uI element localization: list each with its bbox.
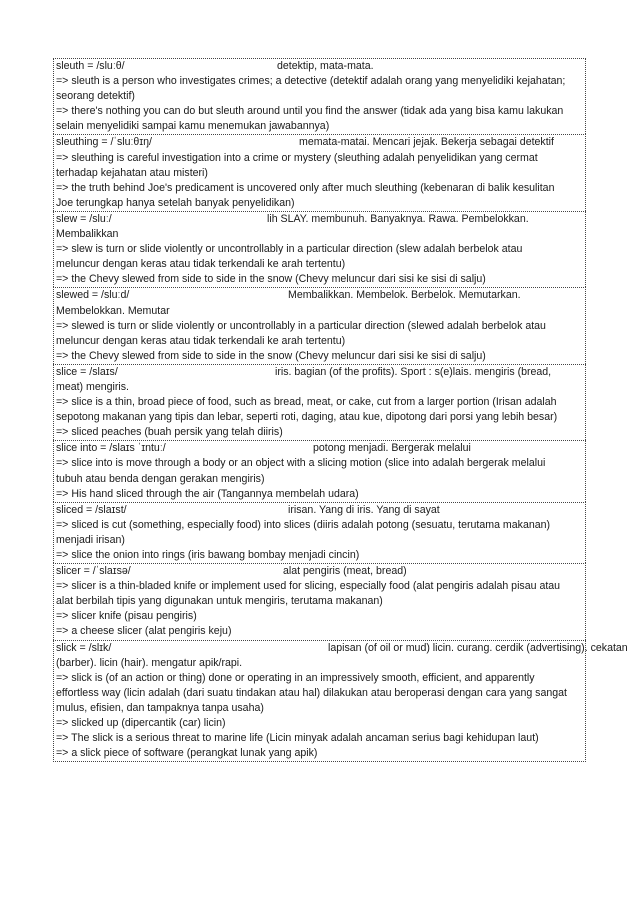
dictionary-entry: [53, 364, 586, 440]
entry-text-line: => a cheese slicer (alat pengiris keju): [56, 625, 232, 638]
entry-headline: [56, 135, 583, 150]
entry-text-line: mulus, efisien, dan tampaknya tanpa usaha): [56, 701, 264, 714]
entry-text-line: => sleuthing is careful investigation into a crime or mystery (sleuthing adalah penyelidikan yang cermat: [56, 151, 538, 164]
dictionary-entry: [53, 640, 628, 763]
entry-list: [53, 58, 628, 762]
entry-text-line: => slew is turn or slide violently or uncontrollably in a particular direction (slew adalah berbelok atau: [56, 243, 523, 256]
entry-text-line: selain menyelidiki sampai kamu menemukan jawabannya): [56, 120, 330, 133]
entry-text-line: => slice the onion into rings (iris bawang bombay menjadi cincin): [56, 549, 360, 561]
entry-term: slewed = /sluːd/: [56, 289, 130, 302]
dictionary-entry: [53, 502, 586, 563]
dictionary-entry: [53, 563, 586, 639]
entry-term: slicer = /ˈslaɪsə/: [56, 565, 131, 578]
entry-text-line: => slicked up (dipercantik (car) licin): [56, 717, 226, 730]
entry-definition: memata-matai. Mencari jejak. Bekerja sebagai detektif: [299, 136, 554, 149]
entry-text-line: => slewed is turn or slide violently or uncontrollably in a particular direction (slewed adalah berbelok atau: [56, 319, 546, 332]
entry-definition: lih SLAY. membunuh. Banyaknya. Rawa. Pembelokkan.: [267, 212, 529, 225]
entry-text-line: meluncur dengan keras atau tidak terkendali ke arah tertentu): [56, 334, 346, 347]
entry-headline: [56, 503, 583, 518]
entry-text-line: => sleuth is a person who investigates crimes; a detective (detektif adalah orang yang menyelidiki kejahatan;: [56, 75, 566, 88]
dictionary-entry: [53, 58, 586, 134]
entry-text-line: sepotong makanan yang tipis dan lebar, seperti roti, daging, atau kue, dipotong dari porsi yang lebih besar): [56, 411, 558, 424]
entry-definition: Membalikkan. Membelok. Berbelok. Memutarkan.: [288, 289, 521, 302]
entry-text-line: meat) mengiris.: [56, 380, 129, 393]
entry-headline: [56, 288, 583, 303]
dictionary-entry: [53, 134, 586, 210]
dictionary-entry: [53, 287, 586, 363]
entry-text-line: => the Chevy slewed from side to side in the snow (Chevy meluncur dari sisi ke sisi di salju): [56, 349, 486, 362]
entry-definition: lapisan (of oil or mud) licin. curang. cerdik (advertising). cekatan: [328, 641, 628, 654]
entry-text-line: => His hand sliced through the air (Tangannya membelah udara): [56, 487, 359, 500]
entry-headline: [56, 641, 628, 656]
entry-definition: iris. bagian (of the profits). Sport : s(e)lais. mengiris (bread,: [275, 365, 552, 378]
dictionary-entry: [53, 440, 586, 501]
entry-text-line: => sliced is cut (something, especially food) into slices (diiris adalah potong (sesuatu, terutama makanan): [56, 518, 551, 531]
entry-term: slice into = /slaɪs ˈɪntuː/: [56, 442, 166, 455]
entry-text-line: menjadi irisan): [56, 533, 125, 546]
entry-definition: detektip, mata-mata.: [277, 60, 374, 72]
entry-definition: alat pengiris (meat, bread): [283, 565, 407, 578]
entry-term: slick = /slɪk/: [56, 641, 112, 654]
entry-definition: irisan. Yang di iris. Yang di sayat: [288, 503, 440, 516]
entry-headline: [56, 564, 583, 579]
entry-text-line: => slice into is move through a body or an object with a slicing motion (slice into adalah bergerak melalui: [56, 457, 546, 470]
entry-text-line: => slice is a thin, broad piece of food, such as bread, meat, or cake, cut from a larger portion (Irisan adalah: [56, 396, 557, 409]
entry-text-line: => the Chevy slewed from side to side in the snow (Chevy meluncur dari sisi ke sisi di salju): [56, 273, 486, 286]
entry-headline: [56, 212, 583, 227]
entry-text-line: => slicer is a thin-bladed knife or implement used for slicing, especially food (alat pengiris adalah pisau atau: [56, 580, 561, 593]
entry-text-line: terhadap kejahatan atau misteri): [56, 166, 208, 179]
entry-text-line: => The slick is a serious threat to marine life (Licin minyak adalah ancaman serius bagi kehidupan laut): [56, 732, 539, 745]
entry-term: slice = /slaɪs/: [56, 365, 118, 378]
entry-text-line: alat berbilah tipis yang digunakan untuk mengiris, terutama makanan): [56, 595, 383, 608]
entry-term: slew = /sluː/: [56, 212, 112, 225]
entry-text-line: tubuh atau benda dengan gerakan mengiris): [56, 472, 265, 485]
entry-text-line: => a slick piece of software (perangkat lunak yang apik): [56, 747, 318, 760]
dictionary-page: [53, 58, 628, 762]
entry-text-line: Joe terungkap hanya setelah banyak penyelidikan): [56, 196, 295, 209]
entry-text-line: Membelokkan. Memutar: [56, 304, 170, 317]
entry-term: sliced = /slaɪst/: [56, 503, 127, 516]
entry-text-line: (barber). licin (hair). mengatur apik/rapi.: [56, 656, 243, 669]
entry-text-line: meluncur dengan keras atau tidak terkendali ke arah tertentu): [56, 258, 346, 271]
entry-text-line: => slicer knife (pisau pengiris): [56, 610, 197, 623]
entry-text-line: effortless way (licin adalah (dari suatu tindakan atau hal) dilakukan atau beroperasi dengan cara yang sangat: [56, 686, 567, 699]
entry-headline: [56, 59, 583, 74]
entry-headline: [56, 441, 583, 456]
entry-term: sleuthing = /ˈsluːθɪŋ/: [56, 136, 152, 149]
dictionary-entry: [53, 211, 586, 287]
entry-term: sleuth = /sluːθ/: [56, 60, 125, 72]
entry-text-line: => slick is (of an action or thing) done or operating in an impressively smooth, efficient, and apparently: [56, 671, 535, 684]
entry-text-line: Membalikkan: [56, 228, 119, 241]
entry-text-line: => there's nothing you can do but sleuth around until you find the answer (tidak ada yang bisa kamu lakukan: [56, 105, 564, 118]
entry-definition: potong menjadi. Bergerak melalui: [313, 442, 471, 455]
entry-text-line: => the truth behind Joe's predicament is uncovered only after much sleuthing (kebenaran di balik kesulitan: [56, 181, 555, 194]
entry-text-line: => sliced peaches (buah persik yang telah diiris): [56, 426, 283, 439]
entry-headline: [56, 365, 583, 380]
entry-text-line: seorang detektif): [56, 90, 135, 103]
